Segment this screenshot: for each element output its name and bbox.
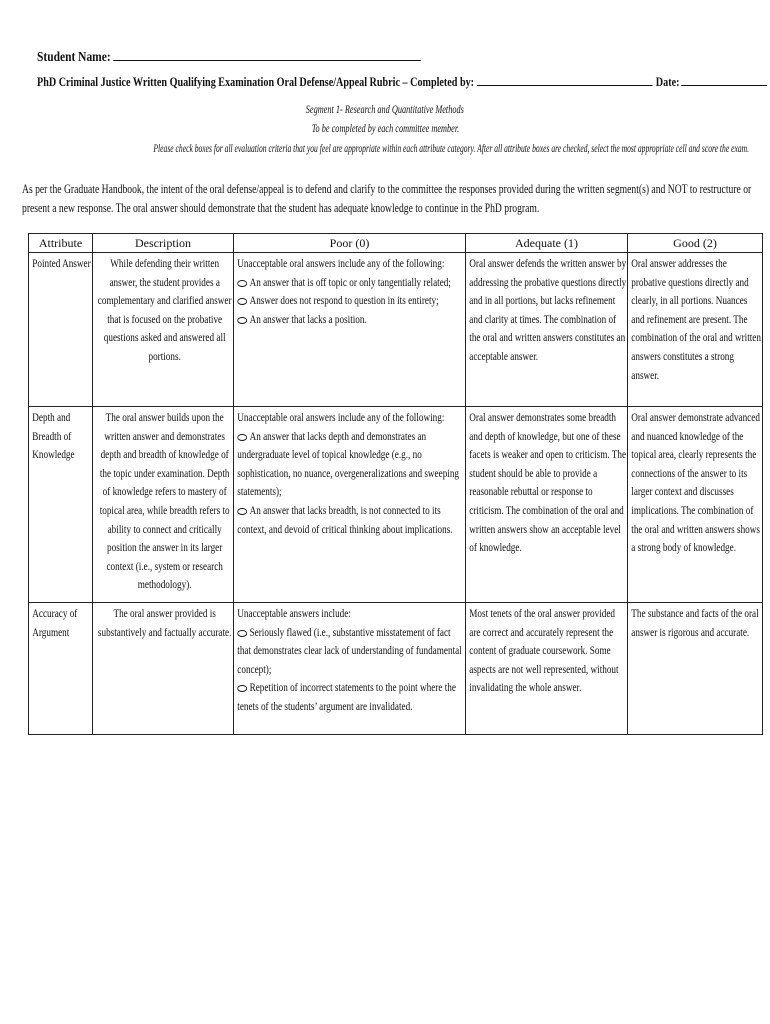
poor-option[interactable]: An answer that lacks breadth, is not connected to its context, and devoid of critical thinking about implications. [237, 504, 453, 536]
table-header-row [29, 234, 763, 253]
header-good: Good (2) [628, 234, 763, 253]
checkbox-oval-icon[interactable] [237, 508, 247, 515]
poor-option[interactable]: Answer does not respond to question in its entirety; [237, 292, 465, 311]
checkbox-oval-icon[interactable] [237, 298, 247, 305]
header-attribute: Attribute [29, 234, 93, 253]
attribute-cell: Pointed Answer [29, 253, 93, 407]
description-cell: While defending their written answer, the student provides a complementary and clarified answer that is focused on the probative questions asked and answered all portions. [93, 253, 234, 407]
poor-intro: Unacceptable answers include: [237, 608, 351, 620]
rubric-title: PhD Criminal Justice Written Qualifying Examination Oral Defense/Appeal Rubric – Completed by: [37, 74, 475, 89]
date-blank[interactable] [681, 76, 767, 86]
poor-option[interactable]: Seriously flawed (i.e., substantive misstatement of fact that demonstrates clear lack of understanding of fundamental concept); [237, 626, 462, 676]
poor-intro: Unacceptable oral answers include any of the following: [237, 258, 445, 270]
date-label: Date: [655, 74, 680, 89]
attribute-cell: Accuracy of Argument [29, 603, 93, 735]
student-name-blank[interactable] [113, 50, 421, 61]
adequate-cell[interactable]: Oral answer defends the written answer by addressing the probative questions directly and in all portions, but lacks refinement and clarity at times. The combination of the oral and written answers constitutes an acceptable answer. [466, 253, 628, 407]
checkbox-oval-icon[interactable] [237, 280, 247, 287]
table-row [29, 253, 763, 407]
checkbox-oval-icon[interactable] [237, 434, 247, 441]
poor-option[interactable]: An answer that is off topic or only tangentially related; [237, 274, 465, 293]
checkbox-oval-icon[interactable] [237, 317, 247, 324]
adequate-cell[interactable]: Oral answer demonstrates some breadth and depth of knowledge, but one of these facets is weaker and open to criticism. The student should be able to provide a reasonable rebuttal or response to criticism. The combination of the oral and written answers show an acceptable level of knowledge. [466, 407, 628, 603]
checkbox-oval-icon[interactable] [237, 685, 247, 692]
description-cell: The oral answer builds upon the written answer and demonstrates depth and breadth of knowledge of the topic under examination. Depth of knowledge refers to mastery of topical area, while breadth refers to ability to connect and critically position the answer in its larger context (i.e., system or research methodology). [93, 407, 234, 603]
intro-paragraph: As per the Graduate Handbook, the intent of the oral defense/appeal is to defend and clarify to the committee the responses provided during the written segment(s) and NOT to restructure or present a new response. The oral answer should demonstrate that the student has adequate knowledge to continue in the PhD program. [22, 182, 752, 215]
checkbox-oval-icon[interactable] [237, 630, 247, 637]
poor-option[interactable]: Repetition of incorrect statements to the point where the tenets of the students’ argument are invalidated. [237, 682, 456, 713]
table-row [29, 603, 763, 735]
poor-option[interactable]: An answer that lacks depth and demonstrates an undergraduate level of topical knowledge (e.g., no sophistication, no nuance, overgeneralizations and sweeping statements); [237, 430, 460, 499]
good-cell[interactable]: The substance and facts of the oral answer is rigorous and accurate. [628, 603, 763, 735]
poor-cell[interactable] [234, 253, 466, 407]
completed-by-blank[interactable] [477, 76, 652, 86]
student-name-label: Student Name: [37, 50, 111, 65]
header-poor: Poor (0) [234, 234, 466, 253]
segment-completed-by: To be completed by each committee member. [311, 123, 459, 135]
table-row [29, 407, 763, 603]
rubric-table [28, 233, 763, 735]
adequate-cell[interactable]: Most tenets of the oral answer provided are correct and accurately represent the content of graduate coursework. Some aspects are not well represented, without invalidating the whole answer. [466, 603, 628, 735]
poor-cell[interactable] [234, 407, 466, 603]
rubric-title-line [37, 74, 767, 90]
header-description: Description [93, 234, 234, 253]
student-name-field [37, 50, 421, 66]
good-cell[interactable]: Oral answer demonstrate advanced and nuanced knowledge of the topical area, clearly represents the connections of the answer to its larger context and discusses implications. The combination of the oral and written answers shows a strong body of knowledge. [628, 407, 763, 603]
poor-option[interactable]: An answer that lacks a position. [237, 311, 465, 330]
header-adequate: Adequate (1) [466, 234, 628, 253]
segment-title: Segment 1- Research and Quantitative Methods [305, 104, 465, 116]
segment-instructions: Please check boxes for all evaluation criteria that you feel are appropriate within each attribute category. After all attribute boxes are checked, select the most appropriate cell and score the exam. [153, 143, 750, 155]
attribute-cell: Depth and Breadth of Knowledge [29, 407, 93, 603]
poor-cell[interactable] [234, 603, 466, 735]
description-cell: The oral answer provided is substantively and factually accurate. [93, 603, 234, 735]
good-cell[interactable]: Oral answer addresses the probative questions directly and clearly, in all portions. Nuances and refinement are present. The combination of the oral and written answers constitutes a strong answer. [628, 253, 763, 407]
poor-intro: Unacceptable oral answers include any of the following: [237, 412, 445, 424]
